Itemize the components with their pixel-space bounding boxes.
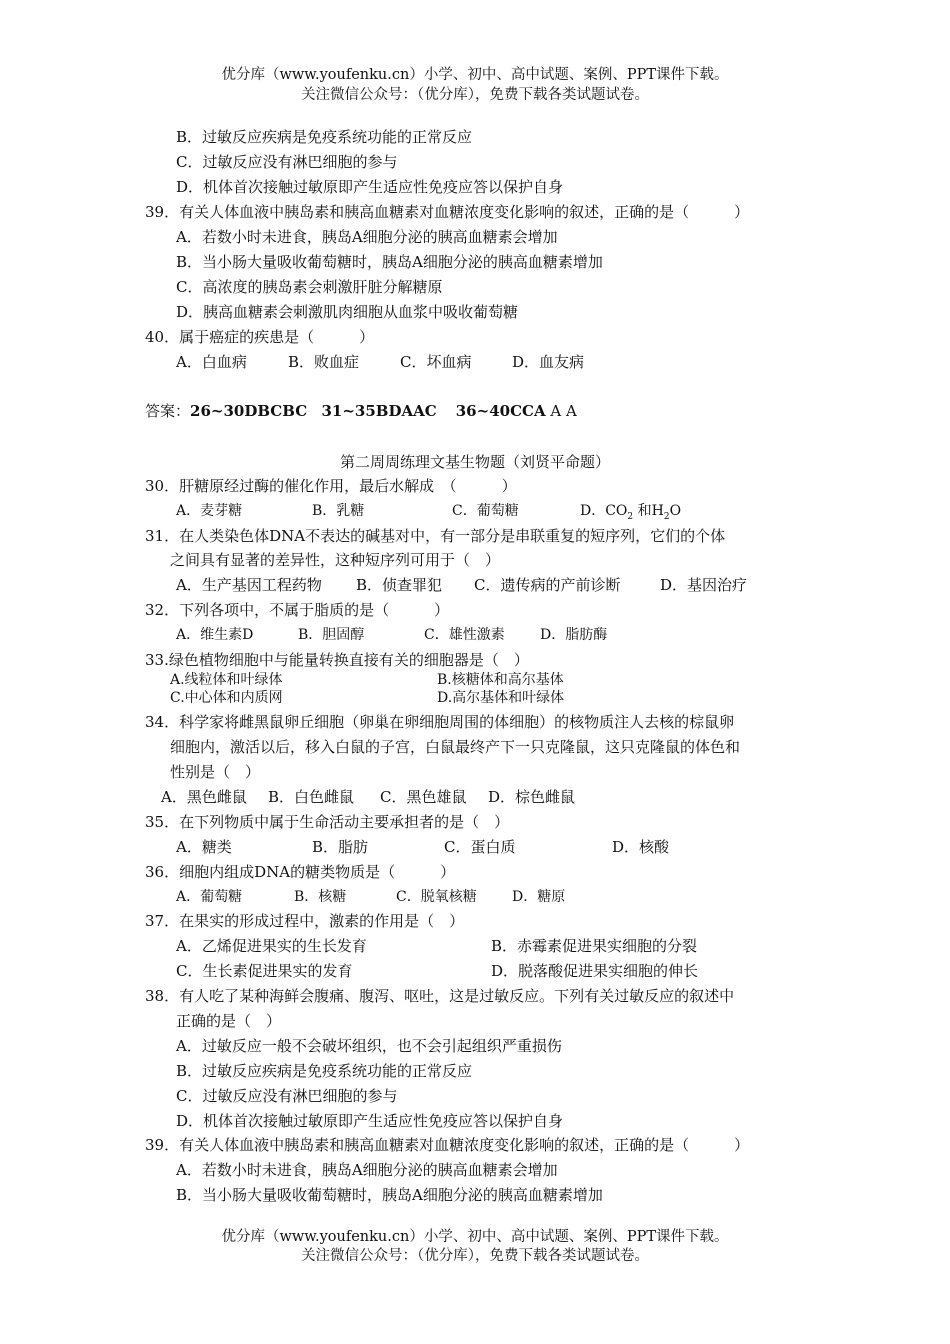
q35-option-d: D．核酸	[612, 838, 670, 856]
q40-stem: 40．属于癌症的疾患是（ ）	[145, 328, 375, 346]
q38-stem-line2: 正确的是（ ）	[176, 1012, 282, 1030]
q36-stem: 36．细胞内组成DNA的糖类物质是（ ）	[145, 863, 456, 881]
q37-option-a: A．乙烯促进果实的生长发育	[176, 937, 367, 955]
q38-option-c: C．过敏反应没有淋巴细胞的参与	[176, 1087, 398, 1105]
q31-option-d: D．基因治疗	[660, 576, 748, 594]
q37-option-d: D．脱落酸促进果实细胞的伸长	[491, 962, 699, 980]
q30-d-post: O	[669, 503, 682, 519]
q34-option-d: D．棕色雌鼠	[488, 788, 576, 806]
q39-option-a: A．若数小时未进食，胰岛A细胞分泌的胰高血糖素会增加	[176, 1161, 558, 1179]
q34-option-a: A．黑色雌鼠	[161, 788, 247, 806]
q37-stem: 37．在果实的形成过程中，激素的作用是（ ）	[145, 912, 465, 930]
q36-option-c: C．脱氧核糖	[396, 889, 477, 905]
q38-stem-line1: 38．有人吃了某种海鲜会腹痛、腹泻、呕吐，这是过敏反应。下列有关过敏反应的叙述中	[145, 987, 735, 1005]
q35-option-b: B．脂肪	[312, 838, 369, 856]
q30-d-sub2: 2	[663, 511, 670, 522]
q38-option-b: B．过敏反应疾病是免疫系统功能的正常反应	[176, 1062, 473, 1080]
q30-d-mid: 和H	[633, 503, 664, 519]
q30-option-a: A．麦芽糖	[176, 503, 243, 519]
q40-option-d: D．血友病	[512, 353, 585, 371]
page-header-line2: 关注微信公众号：（优分库），免费下载各类试题试卷。	[301, 87, 649, 103]
q33-option-c: C.中心体和内质网	[170, 690, 283, 706]
q39-option-a-top: A．若数小时未进食，胰岛A细胞分泌的胰高血糖素会增加	[176, 228, 558, 246]
page-footer-line1: 优分库（www.youfenku.cn）小学、初中、高中试题、案例、PPT课件下载。	[221, 1229, 729, 1245]
q36-option-a: A．葡萄糖	[176, 889, 243, 905]
answer-key	[145, 401, 577, 421]
q34-option-b: B．白色雌鼠	[268, 788, 355, 806]
answer-label: 答案：	[145, 402, 191, 420]
q32-option-a: A．维生素D	[176, 627, 254, 643]
q31-stem-line2: 之间具有显著的差异性，这种短序列可用于（ ）	[170, 551, 501, 569]
q36-option-d: D．糖原	[512, 889, 566, 905]
q32-option-b: B．胆固醇	[298, 627, 365, 643]
q31-stem-line1: 31．在人类染色体DNA不表达的碱基对中，有一部分是串联重复的短序列，它们的个体	[145, 527, 726, 545]
page-header-line1: 优分库（www.youfenku.cn）小学、初中、高中试题、案例、PPT课件下载。	[221, 67, 729, 83]
q32-option-d: D．脂肪酶	[540, 627, 608, 643]
q30-option-b: B．乳糖	[312, 503, 365, 519]
q35-stem: 35．在下列物质中属于生命活动主要承担者的是（ ）	[145, 813, 510, 831]
section-title: 第二周周练理文基生物题（刘贤平命题）	[339, 453, 610, 471]
q33-option-d: D.高尔基体和叶绿体	[437, 690, 565, 706]
q38-option-d: D．机体首次接触过敏原即产生适应性免疫应答以保护自身	[176, 1112, 564, 1130]
q39-option-d-top: D．胰高血糖素会刺激肌肉细胞从血浆中吸收葡萄糖	[176, 303, 519, 321]
q30-d-sub1: 2	[627, 511, 634, 522]
answer-part3: 36~40CCA	[455, 402, 546, 420]
q34-stem-line3: 性别是（ ）	[170, 763, 261, 781]
q33-option-b: B.核糖体和高尔基体	[437, 672, 564, 688]
q31-option-c: C．遗传病的产前诊断	[474, 576, 621, 594]
q30-d-pre: D．CO	[580, 503, 628, 519]
q40-option-c: C．坏血病	[400, 353, 472, 371]
q39-option-b-top: B．当小肠大量吸收葡萄糖时，胰岛A细胞分泌的胰高血糖素增加	[176, 253, 603, 271]
page-footer-line2: 关注微信公众号：（优分库），免费下载各类试题试卷。	[301, 1248, 649, 1264]
q39-option-c-top: C．高浓度的胰岛素会刺激肝脏分解糖原	[176, 278, 443, 296]
q30-stem: 30．肝糖原经过酶的催化作用，最后水解成 （ ）	[145, 477, 517, 495]
q37-option-c: C．生长素促进果实的发育	[176, 962, 353, 980]
q39-stem-top: 39．有关人体血液中胰岛素和胰高血糖素对血糖浓度变化影响的叙述，正确的是（ ）	[145, 203, 750, 221]
q35-option-c: C．蛋白质	[444, 838, 516, 856]
answer-part2: 31~35BDAAC	[321, 402, 437, 420]
q31-option-a: A．生产基因工程药物	[176, 576, 322, 594]
answer-part1: 26~30DBCBC	[190, 402, 308, 420]
q38-option-d-top: D．机体首次接触过敏原即产生适应性免疫应答以保护自身	[176, 178, 564, 196]
q39-stem: 39．有关人体血液中胰岛素和胰高血糖素对血糖浓度变化影响的叙述，正确的是（ ）	[145, 1136, 750, 1154]
q34-stem-line2: 细胞内，激活以后，移入白鼠的子宫，白鼠最终产下一只克隆鼠，这只克隆鼠的体色和	[170, 738, 741, 756]
q38-option-a: A．过敏反应一般不会破坏组织，也不会引起组织严重损伤	[176, 1037, 562, 1055]
q34-stem-line1: 34．科学家将雌黑鼠卵丘细胞（卵巢在卵细胞周围的体细胞）的核物质注人去核的棕鼠卵	[145, 713, 735, 731]
q38-option-c-top: C．过敏反应没有淋巴细胞的参与	[176, 153, 398, 171]
q36-option-b: B．核糖	[294, 889, 347, 905]
q31-option-b: B．侦查罪犯	[356, 576, 443, 594]
q39-option-b: B．当小肠大量吸收葡萄糖时，胰岛A细胞分泌的胰高血糖素增加	[176, 1186, 603, 1204]
answer-part4: A A	[550, 402, 577, 420]
q33-option-a: A.线粒体和叶绿体	[170, 672, 283, 688]
q30-option-c: C．葡萄糖	[452, 503, 519, 519]
q37-option-b: B．赤霉素促进果实细胞的分裂	[491, 937, 698, 955]
q34-option-c: C．黑色雄鼠	[380, 788, 467, 806]
q40-option-a: A．白血病	[176, 353, 247, 371]
q33-stem: 33.绿色植物细胞中与能量转换直接有关的细胞器是（ ）	[145, 651, 529, 669]
q40-option-b: B．败血症	[288, 353, 360, 371]
q35-option-a: A．糖类	[176, 838, 232, 856]
q38-option-b-top: B．过敏反应疾病是免疫系统功能的正常反应	[176, 128, 473, 146]
q32-option-c: C．雄性激素	[424, 627, 505, 643]
q30-option-d	[580, 501, 681, 527]
q32-stem: 32．下列各项中，不属于脂质的是（ ）	[145, 601, 450, 619]
